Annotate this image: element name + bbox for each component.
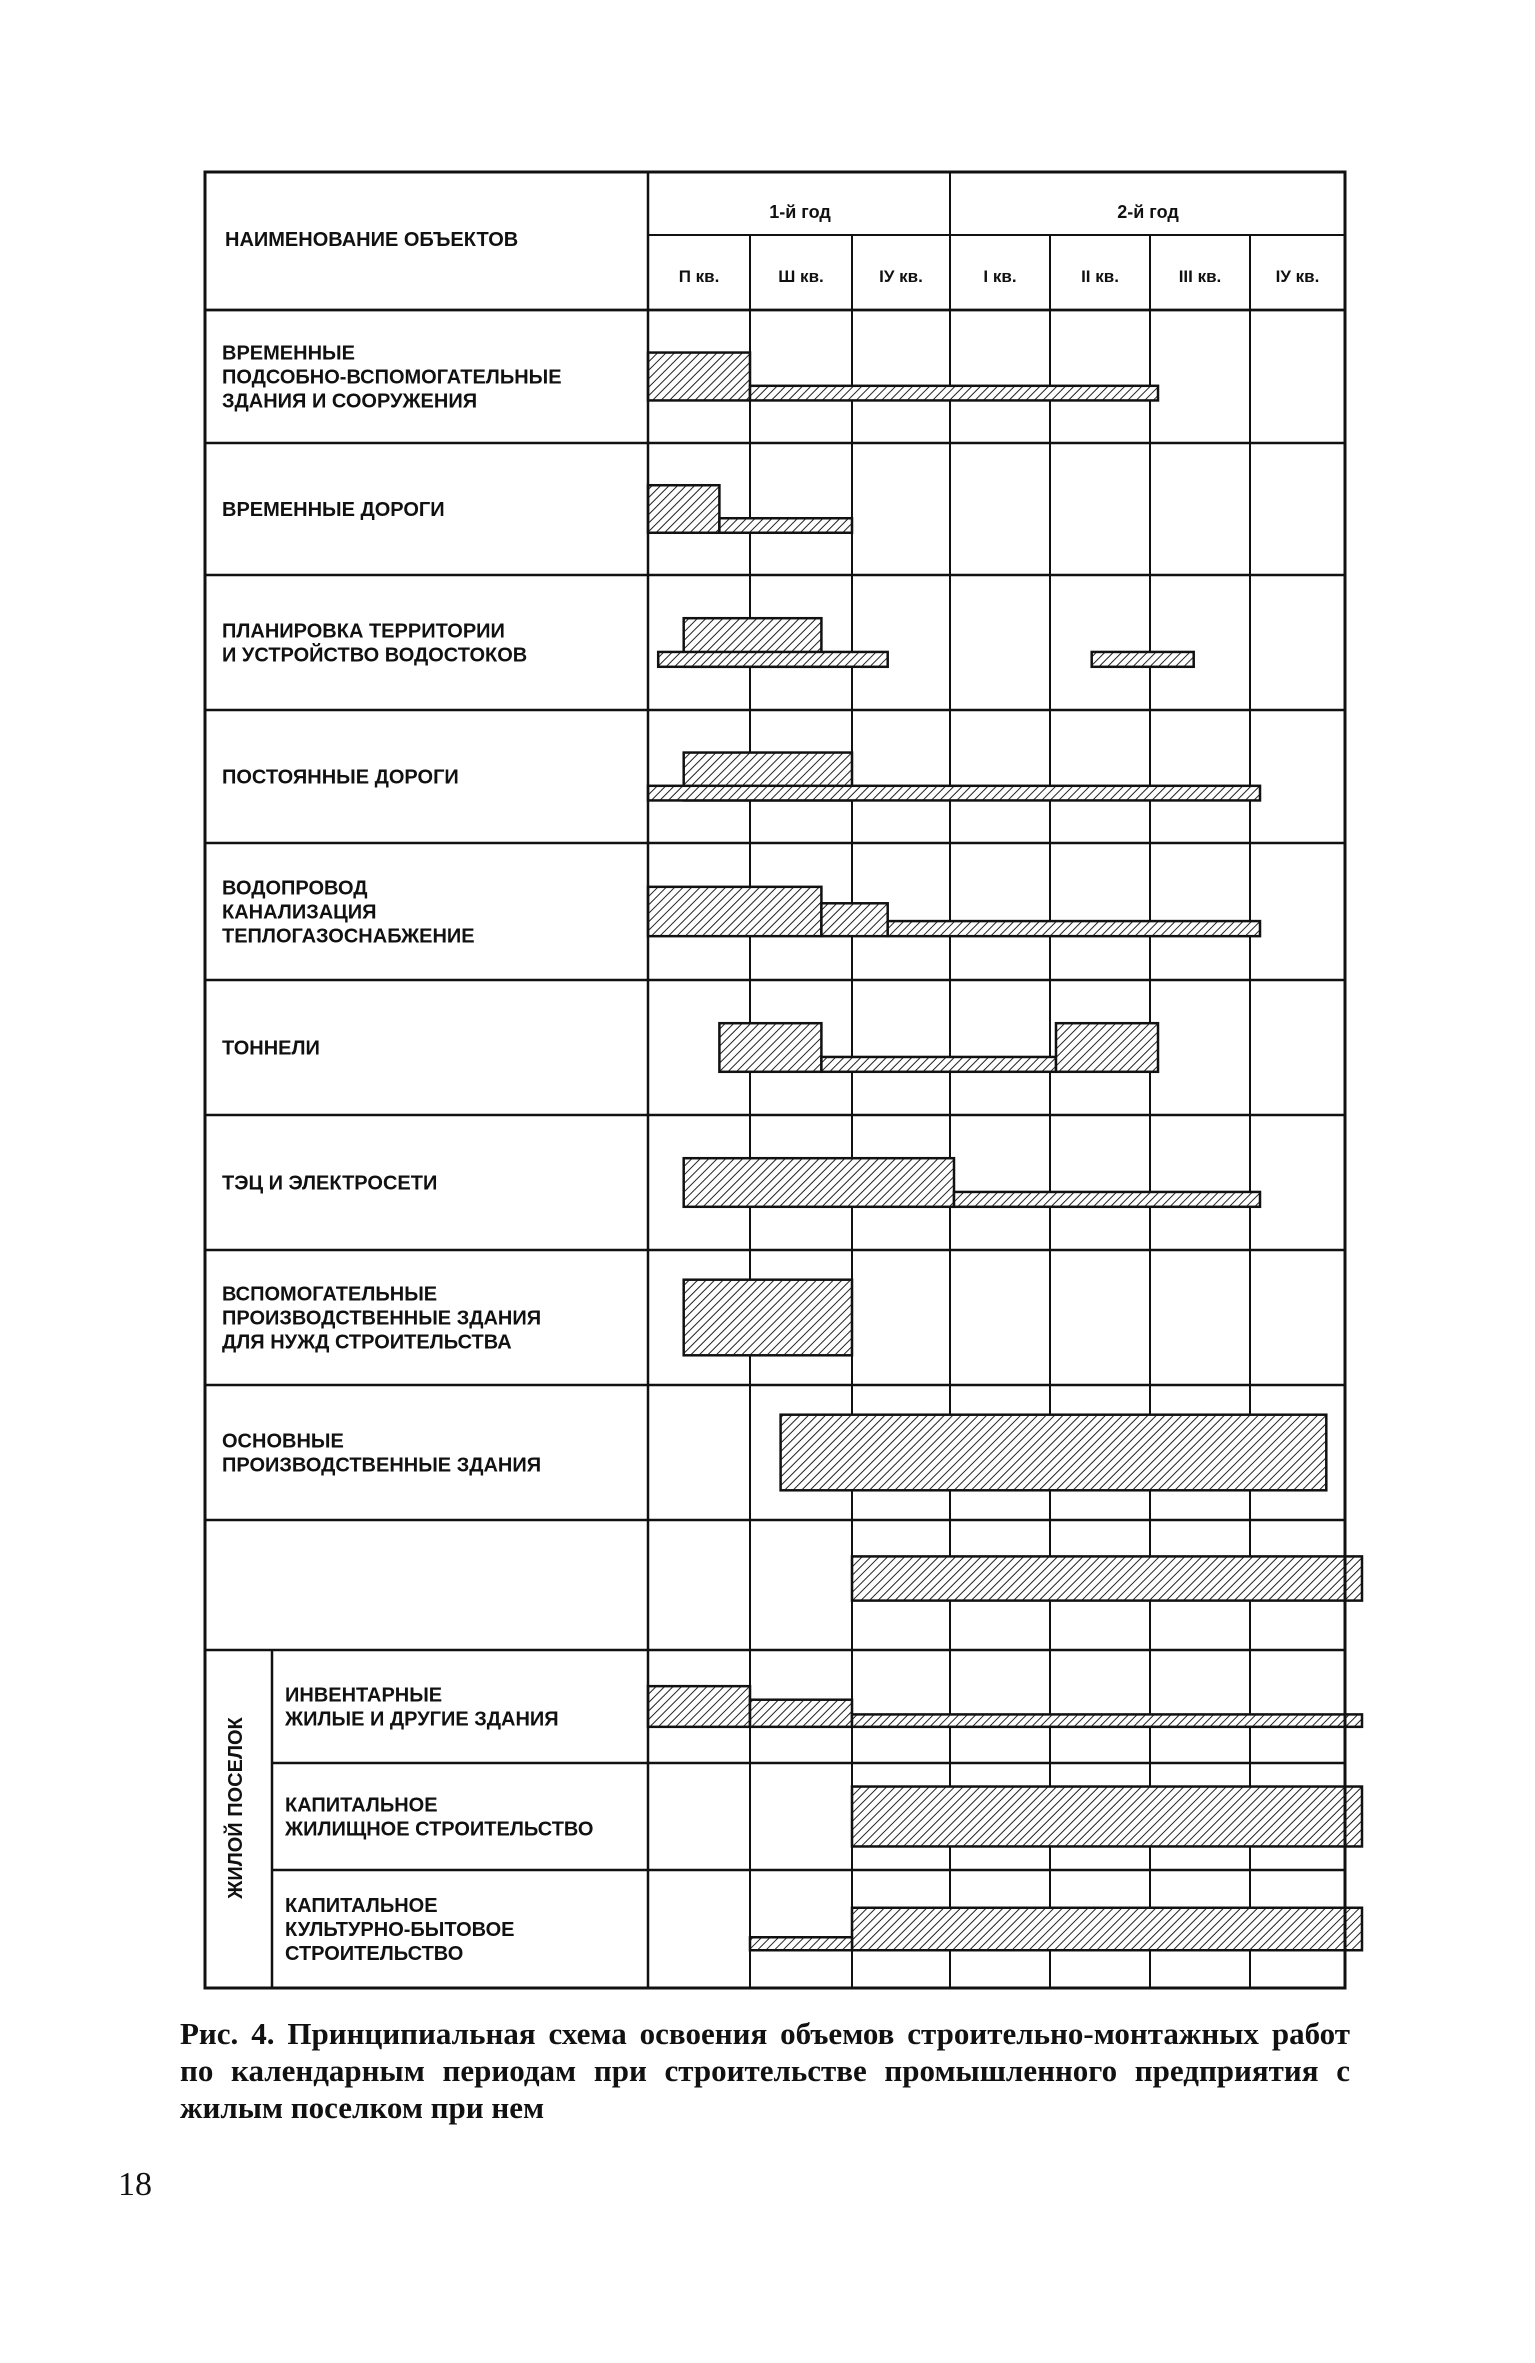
schedule-bar: [781, 1415, 1327, 1491]
schedule-bar: [750, 1700, 852, 1727]
row-label-line: ВСПОМОГАТЕЛЬНЫЕ: [222, 1283, 438, 1306]
row-label-line: ЗДАНИЯ И СООРУЖЕНИЯ: [222, 390, 478, 413]
row-label-line: ИНВЕНТАРНЫЕ: [285, 1684, 443, 1707]
row-label-line: КАПИТАЛЬНОЕ: [285, 1794, 438, 1817]
row-label-line: ПОДСОБНО-ВСПОМОГАТЕЛЬНЫЕ: [222, 366, 562, 389]
header-name: НАИМЕНОВАНИЕ ОБЪЕКТОВ: [225, 229, 519, 251]
row-label-line: КУЛЬТУРНО-БЫТОВОЕ: [285, 1919, 515, 1941]
schedule-bar: [658, 652, 888, 667]
schedule-bar: [648, 485, 719, 533]
row-label-line: ДЛЯ НУЖД СТРОИТЕЛЬСТВА: [222, 1331, 512, 1354]
row-label-line: ВРЕМЕННЫЕ ДОРОГИ: [222, 499, 445, 521]
row-label-line: ТЕПЛОГАЗОСНАБЖЕНИЕ: [222, 925, 475, 948]
row-label-line: КАНАЛИЗАЦИЯ: [222, 901, 377, 924]
schedule-bar: [684, 1280, 852, 1356]
row-label-line: ОСНОВНЫЕ: [222, 1430, 344, 1453]
quarter-label: IУ кв.: [879, 267, 923, 286]
page-number: 18: [118, 2166, 152, 2203]
year-1-label: 1-й год: [769, 202, 831, 222]
schedule-bar: [648, 353, 750, 401]
row-label-line: СТРОИТЕЛЬСТВО: [285, 1943, 464, 1965]
quarter-labels: [679, 267, 1320, 286]
schedule-bar: [684, 1158, 954, 1207]
row-label-line: ЖИЛИЩНОЕ СТРОИТЕЛЬСТВО: [285, 1818, 594, 1841]
schedule-bar: [648, 887, 821, 936]
schedule-bar: [852, 1908, 1362, 1950]
schedule-bar: [821, 1057, 1056, 1072]
schedule-bar: [852, 1714, 1362, 1726]
schedule-bar: [750, 1937, 852, 1950]
schedule-bar: [719, 1023, 821, 1072]
schedule-bar: [954, 1192, 1260, 1207]
schedule-bar: [852, 1787, 1362, 1847]
row-label-line: ПЛАНИРОВКА ТЕРРИТОРИИ: [222, 620, 505, 643]
schedule-bar: [852, 1556, 1362, 1600]
row-label-line: ВОДОПРОВОД: [222, 877, 368, 900]
row-label-line: И УСТРОЙСТВО ВОДОСТОКОВ: [222, 644, 528, 667]
schedule-bar: [888, 921, 1260, 936]
quarter-label: П кв.: [678, 267, 720, 286]
row-label-line: ПРОИЗВОДСТВЕННЫЕ ЗДАНИЯ: [222, 1454, 542, 1477]
figure-caption: Рис. 4. Принципиальная схема освоения объемов строительно-монтажных работ по календарным периодам при строительстве промышленного предприятия с жилым поселком при нем: [180, 2016, 1350, 2125]
row-label-line: КАПИТАЛЬНОЕ: [285, 1895, 438, 1917]
schedule-bar: [1092, 652, 1194, 667]
row-label-line: ВРЕМЕННЫЕ: [222, 342, 355, 365]
quarter-label: IУ кв.: [1275, 267, 1320, 286]
bar-layer: [648, 353, 1362, 1951]
row-labels: [222, 343, 593, 1966]
schedule-bar: [648, 1686, 750, 1727]
row-label-line: ЖИЛЫЕ И ДРУГИЕ ЗДАНИЯ: [285, 1708, 559, 1731]
row-label-line: ТЭЦ И ЭЛЕКТРОСЕТИ: [222, 1172, 438, 1195]
schedule-bar: [648, 786, 1260, 801]
schedule-bar: [750, 386, 1158, 401]
row-label-line: ПОСТОЯННЫЕ ДОРОГИ: [222, 766, 459, 789]
quarter-label: II кв.: [1081, 267, 1119, 286]
quarter-label: Ш кв.: [778, 267, 824, 286]
quarter-label: III кв.: [1178, 267, 1222, 286]
year-2-label: 2-й год: [1117, 202, 1179, 222]
row-label-line: ТОННЕЛИ: [222, 1037, 320, 1060]
schedule-bar: [1056, 1023, 1158, 1072]
schedule-bar: [821, 903, 887, 936]
row-label-line: ПРОИЗВОДСТВЕННЫЕ ЗДАНИЯ: [222, 1307, 542, 1330]
quarter-label: I кв.: [983, 267, 1017, 286]
schedule-bar: [719, 518, 852, 533]
side-label-residential: ЖИЛОЙ ПОСЕЛОК: [225, 1717, 247, 1899]
